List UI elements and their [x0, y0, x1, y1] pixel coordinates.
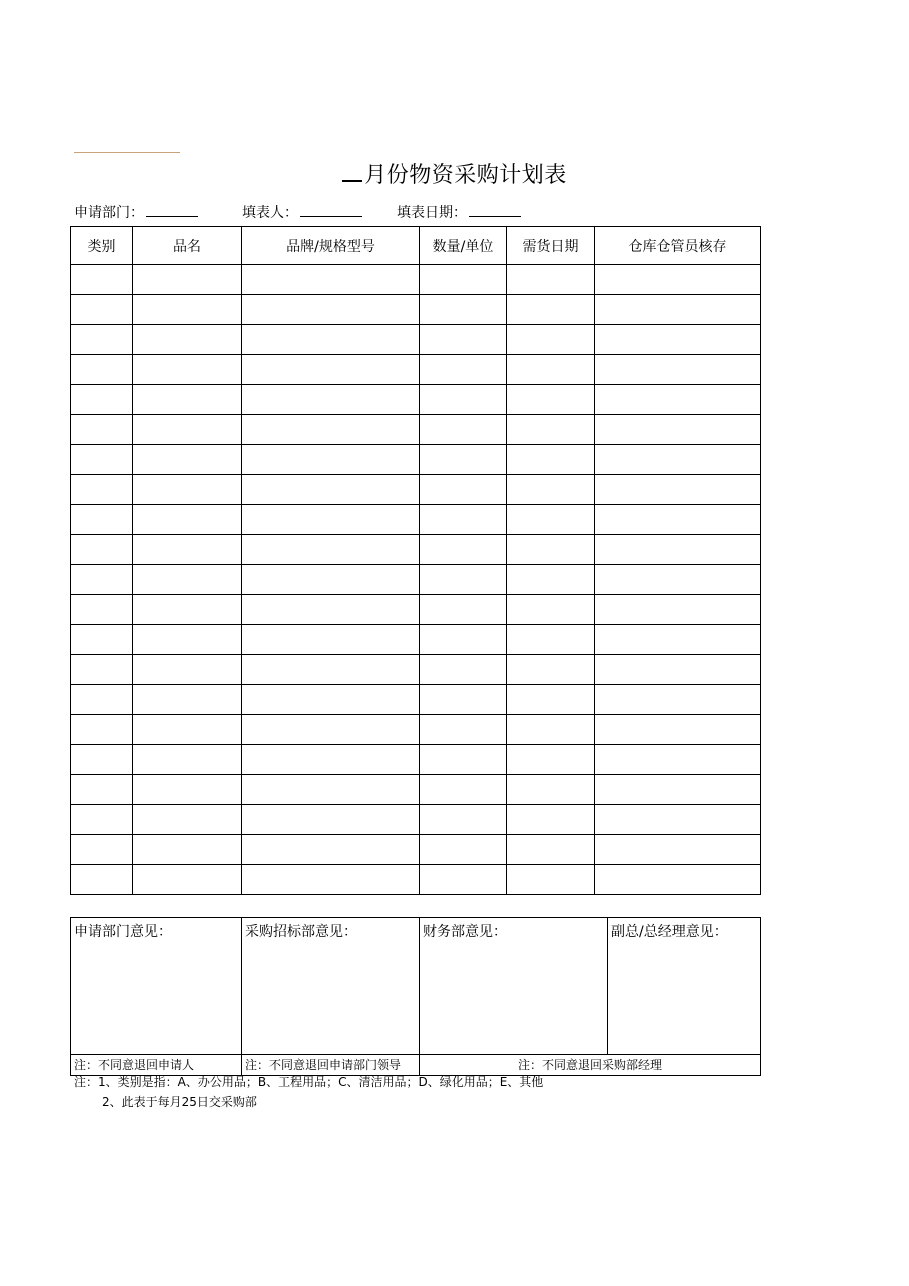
page-title	[0, 160, 909, 191]
table-cell[interactable]	[242, 625, 420, 655]
opinion-department[interactable]	[71, 918, 242, 1055]
table-cell[interactable]	[420, 385, 507, 415]
opinion-finance-label: 财务部意见：	[423, 924, 507, 940]
table-row	[71, 655, 761, 685]
table-cell[interactable]	[507, 385, 595, 415]
month-blank[interactable]	[342, 160, 362, 182]
footnotes	[74, 1072, 543, 1112]
table-cell[interactable]	[420, 625, 507, 655]
table-cell[interactable]	[242, 715, 420, 745]
purchase-table	[70, 226, 761, 895]
table-cell[interactable]	[133, 415, 242, 445]
table-cell[interactable]	[595, 505, 761, 535]
table-cell[interactable]	[133, 445, 242, 475]
table-header-row	[71, 227, 761, 265]
footnote-2: 2、此表于每月25日交采购部	[102, 1095, 257, 1109]
table-cell[interactable]	[420, 595, 507, 625]
table-cell[interactable]	[242, 595, 420, 625]
table-cell[interactable]	[507, 415, 595, 445]
table-cell[interactable]	[71, 355, 133, 385]
header-rule	[74, 152, 180, 153]
table-cell[interactable]	[242, 475, 420, 505]
table-cell[interactable]	[420, 505, 507, 535]
table-cell[interactable]	[420, 265, 507, 295]
table-cell[interactable]	[420, 445, 507, 475]
info-date-label: 填表日期：	[397, 205, 467, 221]
table-cell[interactable]	[507, 835, 595, 865]
table-cell[interactable]	[420, 565, 507, 595]
table-cell[interactable]	[71, 565, 133, 595]
info-filler-label: 填表人：	[242, 205, 298, 221]
table-cell[interactable]	[420, 865, 507, 895]
table-cell[interactable]	[507, 865, 595, 895]
table-cell[interactable]	[71, 535, 133, 565]
opinion-procurement-label: 采购招标部意见：	[245, 924, 357, 940]
table-cell[interactable]	[507, 625, 595, 655]
table-cell[interactable]	[420, 475, 507, 505]
table-cell[interactable]	[242, 445, 420, 475]
table-cell[interactable]	[507, 775, 595, 805]
table-cell[interactable]	[71, 265, 133, 295]
opinion-department-label: 申请部门意见：	[74, 924, 172, 940]
table-cell[interactable]	[507, 655, 595, 685]
table-cell[interactable]	[133, 685, 242, 715]
table-cell[interactable]	[595, 385, 761, 415]
table-cell[interactable]	[133, 835, 242, 865]
table-cell[interactable]	[507, 685, 595, 715]
opinion-manager[interactable]	[608, 918, 761, 1055]
header-brand-spec: 品牌/规格型号	[242, 227, 420, 265]
table-cell[interactable]	[71, 745, 133, 775]
table-row	[71, 595, 761, 625]
table-cell[interactable]	[133, 775, 242, 805]
header-item-name: 品名	[133, 227, 242, 265]
table-cell[interactable]	[507, 745, 595, 775]
table-cell[interactable]	[420, 325, 507, 355]
table-cell[interactable]	[242, 745, 420, 775]
table-cell[interactable]	[595, 265, 761, 295]
table-cell[interactable]	[71, 325, 133, 355]
opinion-manager-label: 副总/总经理意见：	[611, 924, 728, 940]
table-row	[71, 745, 761, 775]
table-body	[71, 265, 761, 895]
table-cell[interactable]	[242, 265, 420, 295]
table-cell[interactable]	[595, 835, 761, 865]
table-cell[interactable]	[595, 445, 761, 475]
table-cell[interactable]	[420, 415, 507, 445]
table-cell[interactable]	[420, 745, 507, 775]
header-quantity-unit: 数量/单位	[420, 227, 507, 265]
table-cell[interactable]	[595, 355, 761, 385]
table-cell[interactable]	[242, 865, 420, 895]
table-cell[interactable]	[71, 715, 133, 745]
table-cell[interactable]	[242, 565, 420, 595]
table-row	[71, 355, 761, 385]
info-department	[74, 202, 198, 223]
table-row	[71, 415, 761, 445]
table-cell[interactable]	[507, 805, 595, 835]
table-cell[interactable]	[71, 415, 133, 445]
table-cell[interactable]	[507, 265, 595, 295]
info-filler	[242, 202, 362, 223]
table-cell[interactable]	[71, 625, 133, 655]
table-cell[interactable]	[420, 805, 507, 835]
table-cell[interactable]	[595, 865, 761, 895]
table-row	[71, 625, 761, 655]
table-cell[interactable]	[133, 745, 242, 775]
table-cell[interactable]	[133, 265, 242, 295]
table-cell[interactable]	[420, 655, 507, 685]
table-cell[interactable]	[71, 445, 133, 475]
table-cell[interactable]	[133, 505, 242, 535]
table-row	[71, 505, 761, 535]
table-row	[71, 325, 761, 355]
table-cell[interactable]	[507, 295, 595, 325]
table-cell[interactable]	[71, 835, 133, 865]
table-cell[interactable]	[595, 535, 761, 565]
header-required-date: 需货日期	[507, 227, 595, 265]
table-cell[interactable]	[71, 505, 133, 535]
table-cell[interactable]	[595, 475, 761, 505]
table-cell[interactable]	[133, 595, 242, 625]
table-cell[interactable]	[133, 295, 242, 325]
table-row	[71, 475, 761, 505]
table-cell[interactable]	[133, 475, 242, 505]
info-date-field[interactable]	[469, 202, 521, 217]
header-category: 类别	[71, 227, 133, 265]
table-cell[interactable]	[242, 685, 420, 715]
footnote-1: 注：1、类别是指：A、办公用品；B、工程用品；C、清洁用品；D、绿化用品；E、其他	[74, 1075, 544, 1089]
table-cell[interactable]	[71, 685, 133, 715]
info-date	[397, 202, 521, 223]
table-row	[71, 715, 761, 745]
opinion-finance[interactable]	[420, 918, 608, 1055]
table-cell[interactable]	[242, 385, 420, 415]
table-row	[71, 295, 761, 325]
table-cell[interactable]	[420, 715, 507, 745]
table-row	[71, 865, 761, 895]
table-cell[interactable]	[71, 655, 133, 685]
table-cell[interactable]	[595, 295, 761, 325]
table-cell[interactable]	[133, 865, 242, 895]
table-cell[interactable]	[420, 295, 507, 325]
table-cell[interactable]	[242, 505, 420, 535]
table-cell[interactable]	[133, 355, 242, 385]
table-cell[interactable]	[242, 535, 420, 565]
table-cell[interactable]	[133, 385, 242, 415]
table-cell[interactable]	[133, 625, 242, 655]
table-row	[71, 775, 761, 805]
table-row	[71, 385, 761, 415]
table-row	[71, 565, 761, 595]
table-cell[interactable]	[420, 775, 507, 805]
table-cell[interactable]	[71, 865, 133, 895]
table-cell[interactable]	[420, 835, 507, 865]
opinion-procurement[interactable]	[242, 918, 420, 1055]
table-row	[71, 805, 761, 835]
table-cell[interactable]	[507, 535, 595, 565]
table-cell[interactable]	[133, 535, 242, 565]
info-filler-field[interactable]	[300, 202, 362, 217]
table-cell[interactable]	[242, 835, 420, 865]
table-row	[71, 835, 761, 865]
table-cell[interactable]	[133, 805, 242, 835]
table-cell[interactable]	[71, 805, 133, 835]
table-cell[interactable]	[507, 445, 595, 475]
info-department-field[interactable]	[146, 202, 198, 217]
table-cell[interactable]	[595, 415, 761, 445]
table-cell[interactable]	[71, 595, 133, 625]
table-cell[interactable]	[595, 655, 761, 685]
table-cell[interactable]	[507, 565, 595, 595]
title-text: 月份物资采购计划表	[364, 163, 567, 188]
table-cell[interactable]	[242, 805, 420, 835]
table-cell[interactable]	[507, 475, 595, 505]
info-department-label: 申请部门：	[74, 205, 144, 221]
table-cell[interactable]	[595, 625, 761, 655]
table-cell[interactable]	[595, 805, 761, 835]
table-cell[interactable]	[595, 775, 761, 805]
table-cell[interactable]	[71, 295, 133, 325]
table-row	[71, 265, 761, 295]
table-cell[interactable]	[133, 655, 242, 685]
table-cell[interactable]	[242, 325, 420, 355]
table-cell[interactable]	[595, 715, 761, 745]
opinion-table	[70, 917, 761, 1076]
table-cell[interactable]	[133, 325, 242, 355]
opinion-row	[71, 918, 761, 1055]
table-cell[interactable]	[595, 325, 761, 355]
table-cell[interactable]	[595, 565, 761, 595]
table-cell[interactable]	[133, 715, 242, 745]
table-row	[71, 445, 761, 475]
table-cell[interactable]	[71, 775, 133, 805]
table-row	[71, 685, 761, 715]
table-cell[interactable]	[507, 715, 595, 745]
note-return-department-leader: 注：不同意退回申请部门领导	[242, 1055, 420, 1076]
table-cell[interactable]	[507, 355, 595, 385]
table-cell[interactable]	[420, 535, 507, 565]
table-cell[interactable]	[507, 505, 595, 535]
header-warehouse-check: 仓库仓管员核存	[595, 227, 761, 265]
table-cell[interactable]	[71, 385, 133, 415]
table-cell[interactable]	[507, 595, 595, 625]
table-cell[interactable]	[595, 595, 761, 625]
table-cell[interactable]	[242, 415, 420, 445]
table-cell[interactable]	[420, 355, 507, 385]
note-return-applicant: 注：不同意退回申请人	[71, 1055, 242, 1076]
table-cell[interactable]	[242, 655, 420, 685]
table-cell[interactable]	[420, 685, 507, 715]
table-cell[interactable]	[507, 325, 595, 355]
table-cell[interactable]	[595, 745, 761, 775]
table-cell[interactable]	[242, 355, 420, 385]
table-row	[71, 535, 761, 565]
table-cell[interactable]	[71, 475, 133, 505]
table-cell[interactable]	[133, 565, 242, 595]
table-cell[interactable]	[595, 685, 761, 715]
note-return-procurement-manager: 注：不同意退回采购部经理	[420, 1055, 761, 1076]
table-cell[interactable]	[242, 775, 420, 805]
table-cell[interactable]	[242, 295, 420, 325]
